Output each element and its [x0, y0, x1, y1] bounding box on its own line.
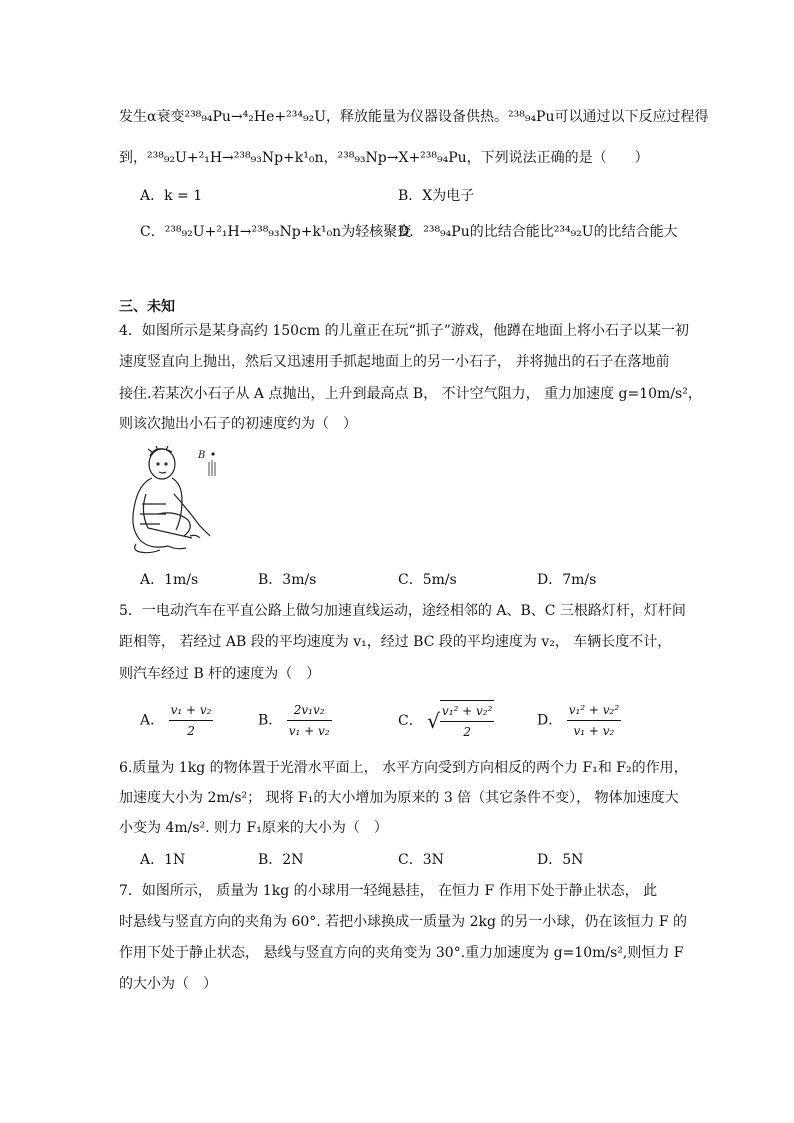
- fraction-denominator: v₁ + v₂: [288, 724, 330, 738]
- q5-line-3: 则汽车经过 B 杆的速度为（ ）: [119, 666, 321, 682]
- q6-option-c: C．3N: [398, 852, 444, 868]
- q5-option-c-label: C．: [398, 713, 423, 729]
- q7-line-2: 时悬线与竖直方向的夹角为 60°. 若把小球换成一质量为 2kg 的另一小球，仍在该恒力 F 的: [119, 914, 688, 930]
- q4-option-a: A．1m/s: [140, 572, 199, 588]
- sqrt-icon: √: [427, 709, 440, 733]
- q5-option-b-fraction: [287, 700, 332, 741]
- q3-option-d: D．²³⁸₉₄Pu的比结合能比²³⁴₉₂U的比结合能大: [398, 224, 678, 240]
- q3-option-c: C．²³⁸₉₂U+²₁H→²³⁸₉₃Np+k¹₀n为轻核聚变: [140, 224, 412, 240]
- fraction-denominator: 2: [463, 725, 471, 739]
- fraction-denominator: 2: [187, 724, 195, 738]
- q7-line-1: 7．如图所示， 质量为 1kg 的小球用一轻绳悬挂， 在恒力 F 作用下处于静止状态， 此: [119, 883, 658, 899]
- q5-line-2: 距相等， 若经过 AB 段的平均速度为 v₁，经过 BC 段的平均速度为 v₂， 车辆长度不计，: [119, 634, 672, 650]
- fraction-numerator: v₁ + v₂: [169, 700, 214, 721]
- q5-option-a-label: A．: [140, 712, 165, 729]
- fraction-numerator: v₁² + v₂²: [440, 701, 494, 722]
- q3-line-2: 到，²³⁸₉₂U+²₁H→²³⁸₉₃Np+k¹₀n，²³⁸₉₃Np→X+²³⁸₉₄Pu，下列说法正确的是（ ）: [119, 150, 649, 166]
- q7-line-4: 的大小为（ ）: [119, 976, 217, 992]
- q3-line-1: 发生α衰变²³⁸₉₄Pu→⁴₂He+²³⁴₉₂U，释放能量为仪器设备供热。²³⁸₉₄Pu可以通过以下反应过程得: [119, 109, 709, 125]
- q5-option-d-fraction: [567, 700, 621, 741]
- q6-option-d: D．5N: [537, 852, 584, 868]
- q4-option-c: C．5m/s: [398, 572, 457, 588]
- q3-option-b: B．X为电子: [398, 188, 475, 204]
- q6-option-a: A．1N: [140, 852, 186, 868]
- point-b-label: B: [198, 450, 206, 461]
- q4-option-d: D．7m/s: [537, 572, 597, 588]
- q5-option-d-label: D．: [537, 712, 563, 729]
- q4-option-b: B．3m/s: [258, 572, 317, 588]
- q5-option-d: [537, 700, 621, 741]
- fraction-denominator: v₁ + v₂: [573, 724, 615, 738]
- child-sketch-icon: [128, 444, 226, 556]
- q6-line-3: 小变为 4m/s². 则力 F₁原来的大小为（ ）: [119, 820, 388, 836]
- q5-option-c: [398, 700, 494, 742]
- q7-line-3: 作用下处于静止状态， 悬线与竖直方向的夹角变为 30°.重力加速度为 g=10m/s²,则恒力 F: [119, 945, 684, 961]
- q5-option-c-fraction: [440, 700, 494, 742]
- q5-option-b-label: B．: [258, 712, 283, 729]
- q5-option-a: [140, 700, 213, 741]
- q4-line-1: 4．如图所示是某身高约 150cm 的儿童正在玩“抓子”游戏，他蹲在地面上将小石子以某一初: [119, 323, 689, 339]
- q6-line-1: 6.质量为 1kg 的物体置于光滑水平面上， 水平方向受到方向相反的两个力 F₁和 F₂的作用，: [119, 760, 688, 776]
- q4-line-3: 接住.若某次小石子从 A 点抛出，上升到最高点 B， 不计空气阻力， 重力加速度 g=10m/s²，: [119, 386, 702, 402]
- q6-option-b: B．2N: [258, 852, 304, 868]
- fraction-numerator: v₁² + v₂²: [567, 700, 621, 721]
- q3-option-a: A．k = 1: [140, 188, 203, 204]
- q5-option-b: [258, 700, 332, 741]
- q4-line-2: 速度竖直向上抛出，然后又迅速用手抓起地面上的另一小石子， 并将抛出的石子在落地前: [119, 354, 670, 370]
- fraction-numerator: 2v₁v₂: [287, 700, 332, 721]
- section-heading: 三、未知: [119, 299, 175, 315]
- q4-line-4: 则该次抛出小石子的初速度约为（ ）: [119, 416, 357, 432]
- q5-line-1: 5．一电动汽车在平直公路上做匀加速直线运动，途经相邻的 A、B、C 三根路灯杆，灯杆间: [119, 603, 686, 619]
- child-playing-figure: [128, 444, 226, 556]
- q6-line-2: 加速度大小为 2m/s²； 现将 F₁的大小增加为原来的 3 倍（其它条件不变）， 物体加速度大: [119, 790, 679, 806]
- q5-option-a-fraction: [169, 700, 214, 741]
